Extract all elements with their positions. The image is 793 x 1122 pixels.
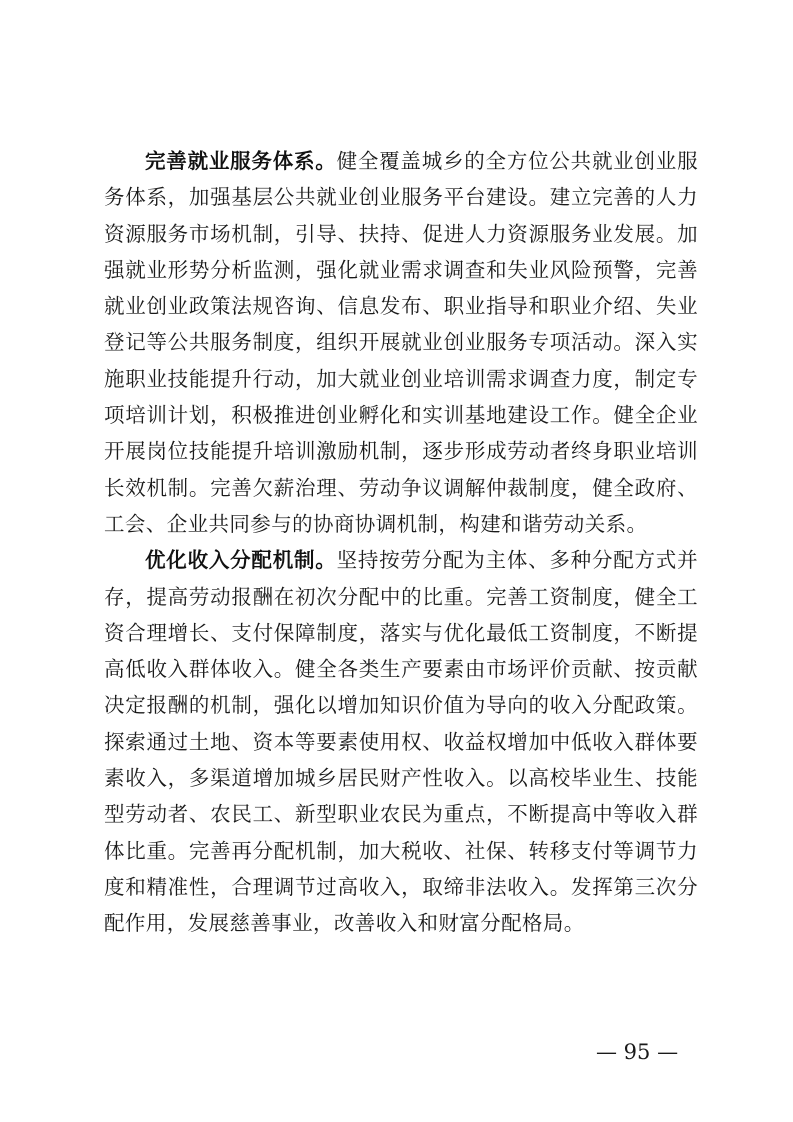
paragraph-body: 健全覆盖城乡的全方位公共就业创业服务体系，加强基层公共就业创业服务平台建设。建立完善的人力资源服务市场机制，引导、扶持、促进人力资源服务业发展。加强就业形势分析监测，强化就业需求调查和失业风险预警，完善就业创业政策法规咨询、信息发布、职业指导和职业介绍、失业登记等公共服务制度，组织开展就业创业服务专项活动。深入实施职业技能提升行动，加大就业创业培训需求调查力度，制定专项培训计划，积极推进创业孵化和实训基地建设工作。健全企业开展岗位技能提升培训激励机制，逐步形成劳动者终身职业培训长效机制。完善欠薪治理、劳动争议调解仲裁制度，健全政府、工会、企业共同参与的协商协调机制，构建和谐劳动关系。	[104, 149, 698, 536]
paragraph-lead-heading: 优化收入分配机制。	[145, 548, 337, 573]
page-number: — 95 —	[596, 1040, 679, 1064]
paragraph-body: 坚持按劳分配为主体、多种分配方式并存，提高劳动报酬在初次分配中的比重。完善工资制度，健全工资合理增长、支付保障制度，落实与优化最低工资制度，不断提高低收入群体收入。健全各类生产要素由市场评价贡献、按贡献决定报酬的机制，强化以增加知识价值为导向的收入分配政策。探索通过土地、资本等要素使用权、收益权增加中低收入群体要素收入，多渠道增加城乡居民财产性收入。以高校毕业生、技能型劳动者、农民工、新型职业农民为重点，不断提高中等收入群体比重。完善再分配机制，加大税收、社保、转移支付等调节力度和精准性，合理调节过高收入，取缔非法收入。发挥第三次分配作用，发展慈善事业，改善收入和财富分配格局。	[104, 548, 698, 936]
body-text	[104, 143, 698, 942]
paragraph-income-distribution	[104, 542, 698, 941]
paragraph-lead-heading: 完善就业服务体系。	[145, 149, 337, 173]
paragraph-employment-services	[104, 143, 698, 542]
